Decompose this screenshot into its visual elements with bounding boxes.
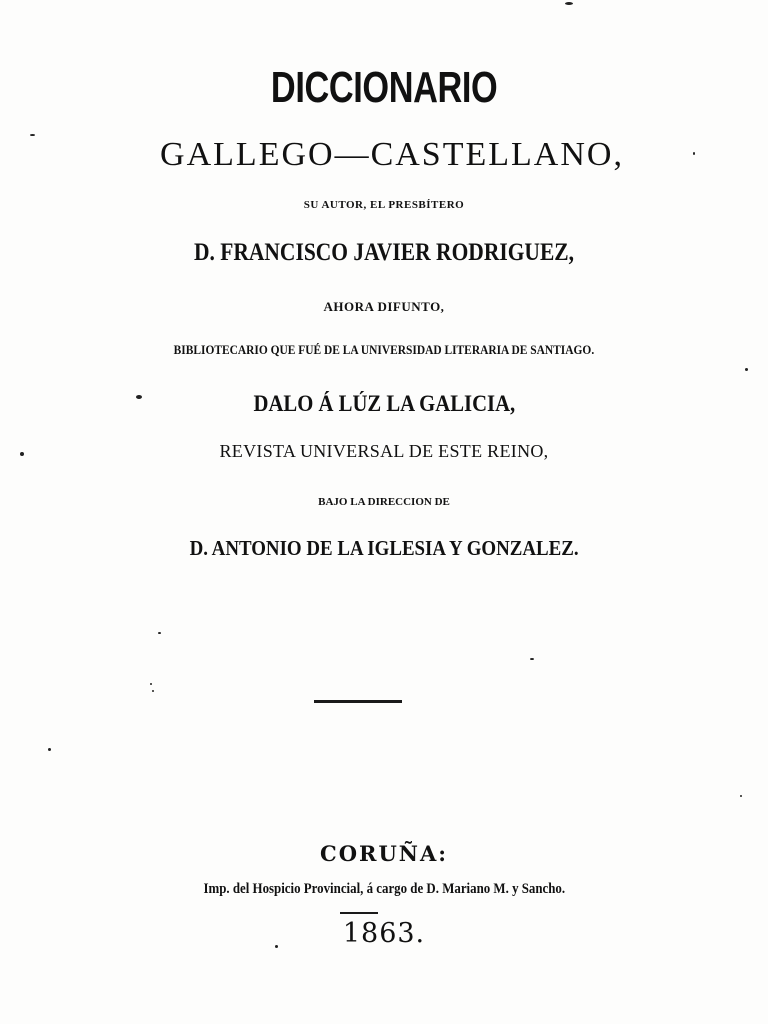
director-name-text: D. ANTONIO DE LA IGLESIA Y GONZALEZ. bbox=[189, 536, 579, 560]
author-status: AHORA DIFUNTO, bbox=[323, 299, 445, 314]
subtitle: GALLEGO—CASTELLANO, bbox=[160, 136, 624, 173]
author-name bbox=[0, 240, 768, 265]
scan-speck bbox=[275, 945, 278, 948]
page-title bbox=[0, 63, 768, 112]
director-name bbox=[0, 538, 768, 559]
publisher-line bbox=[0, 392, 768, 415]
author-role bbox=[0, 343, 768, 356]
title-text: DICCIONARIO bbox=[270, 63, 498, 112]
scan-speck bbox=[530, 658, 534, 660]
imprint-divider bbox=[340, 912, 378, 914]
author-intro: SU AUTOR, EL PRESBÍTERO bbox=[303, 199, 465, 211]
scan-speck bbox=[150, 683, 152, 685]
scan-speck bbox=[136, 395, 142, 399]
direction-intro: BAJO LA DIRECCION DE bbox=[318, 496, 450, 508]
scan-speck bbox=[693, 152, 695, 155]
publisher-line-text: DALO Á LÚZ LA GALICIA, bbox=[253, 391, 515, 416]
imprint-printer-text: Imp. del Hospicio Provincial, á cargo de D. Mariano M. y Sancho. bbox=[203, 881, 565, 897]
scan-speck bbox=[152, 690, 154, 692]
imprint-printer bbox=[0, 882, 768, 897]
scan-speck bbox=[30, 134, 35, 136]
author-role-text: BIBLIOTECARIO QUE FUÉ DE LA UNIVERSIDAD LITERARIA DE SANTIAGO. bbox=[173, 342, 595, 357]
scan-speck bbox=[565, 2, 573, 5]
scan-speck bbox=[745, 368, 748, 371]
scan-speck bbox=[158, 632, 161, 634]
divider-rule bbox=[314, 700, 402, 703]
scan-speck bbox=[48, 748, 51, 751]
scan-speck bbox=[740, 795, 742, 797]
author-name-text: D. FRANCISCO JAVIER RODRIGUEZ, bbox=[193, 239, 575, 266]
imprint-year: 1863. bbox=[342, 918, 426, 949]
scan-speck bbox=[20, 452, 24, 456]
imprint-city: CORUÑA: bbox=[319, 841, 448, 866]
journal-line: REVISTA UNIVERSAL DE ESTE REINO, bbox=[219, 441, 549, 461]
